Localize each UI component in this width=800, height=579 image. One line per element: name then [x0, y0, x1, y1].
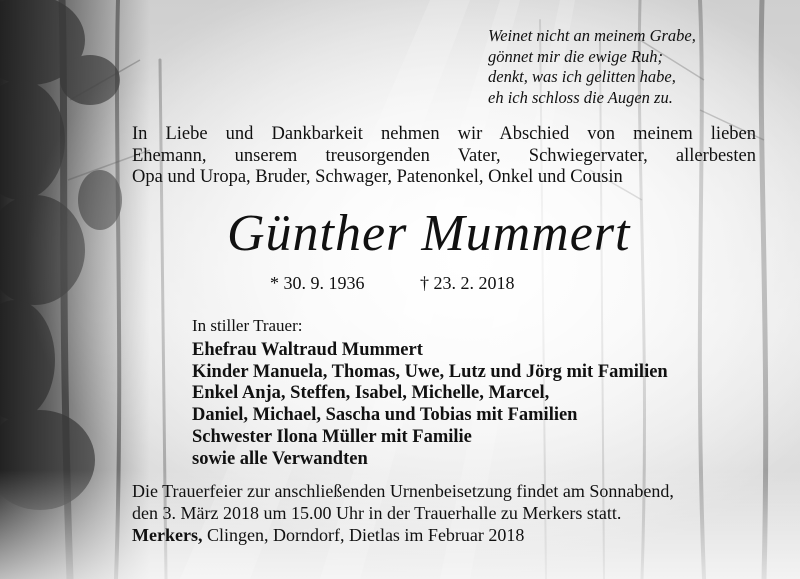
poem-line: Weinet nicht an meinem Grabe,: [488, 26, 696, 45]
poem-line: gönnet mir die ewige Ruh;: [488, 46, 664, 66]
mourner-line: Kinder Manuela, Thomas, Uwe, Lutz und Jörg mit Familien: [192, 361, 668, 382]
deceased-name: Günther Mummert: [227, 205, 631, 262]
poem-line: eh ich schloss die Augen zu.: [488, 87, 673, 107]
mourner-line: Enkel Anja, Steffen, Isabel, Michelle, Marcel,: [192, 383, 550, 404]
place-town: Merkers,: [132, 525, 203, 545]
mourner-line: Daniel, Michael, Sascha und Tobias mit Familien: [192, 405, 578, 426]
mourner-line: Ehefrau Waltraud Mummert: [192, 340, 423, 360]
intro-line: Opa und Uropa, Bruder, Schwager, Patenonkel, Onkel und Cousin: [132, 167, 623, 187]
poem-verse: [488, 26, 696, 108]
birth-date: * 30. 9. 1936: [270, 273, 365, 293]
mourner-line: sowie alle Verwandten: [192, 448, 368, 469]
funeral-service-info: [132, 481, 674, 525]
farewell-intro: [132, 124, 756, 189]
poem-line: denkt, was ich gelitten habe,: [488, 67, 676, 86]
mourners-list: [192, 340, 668, 470]
mourners-label: In stiller Trauer:: [192, 316, 303, 335]
death-date: † 23. 2. 2018: [420, 273, 515, 293]
service-line: den 3. März 2018 um 15.00 Uhr in der Trauerhalle zu Merkers statt.: [132, 502, 622, 523]
place-rest: Clingen, Dorndorf, Dietlas im Februar 2018: [202, 525, 525, 545]
intro-line: Ehemann, unserem treusorgenden Vater, Schwiegervater, allerbesten: [132, 145, 756, 166]
service-line: Die Trauerfeier zur anschließenden Urnenbeisetzung findet am Sonnabend,: [132, 481, 674, 501]
intro-line: In Liebe und Dankbarkeit nehmen wir Abschied von meinem lieben: [132, 124, 756, 144]
place-and-date: [132, 525, 524, 546]
mourner-line: Schwester Ilona Müller mit Familie: [192, 426, 472, 447]
